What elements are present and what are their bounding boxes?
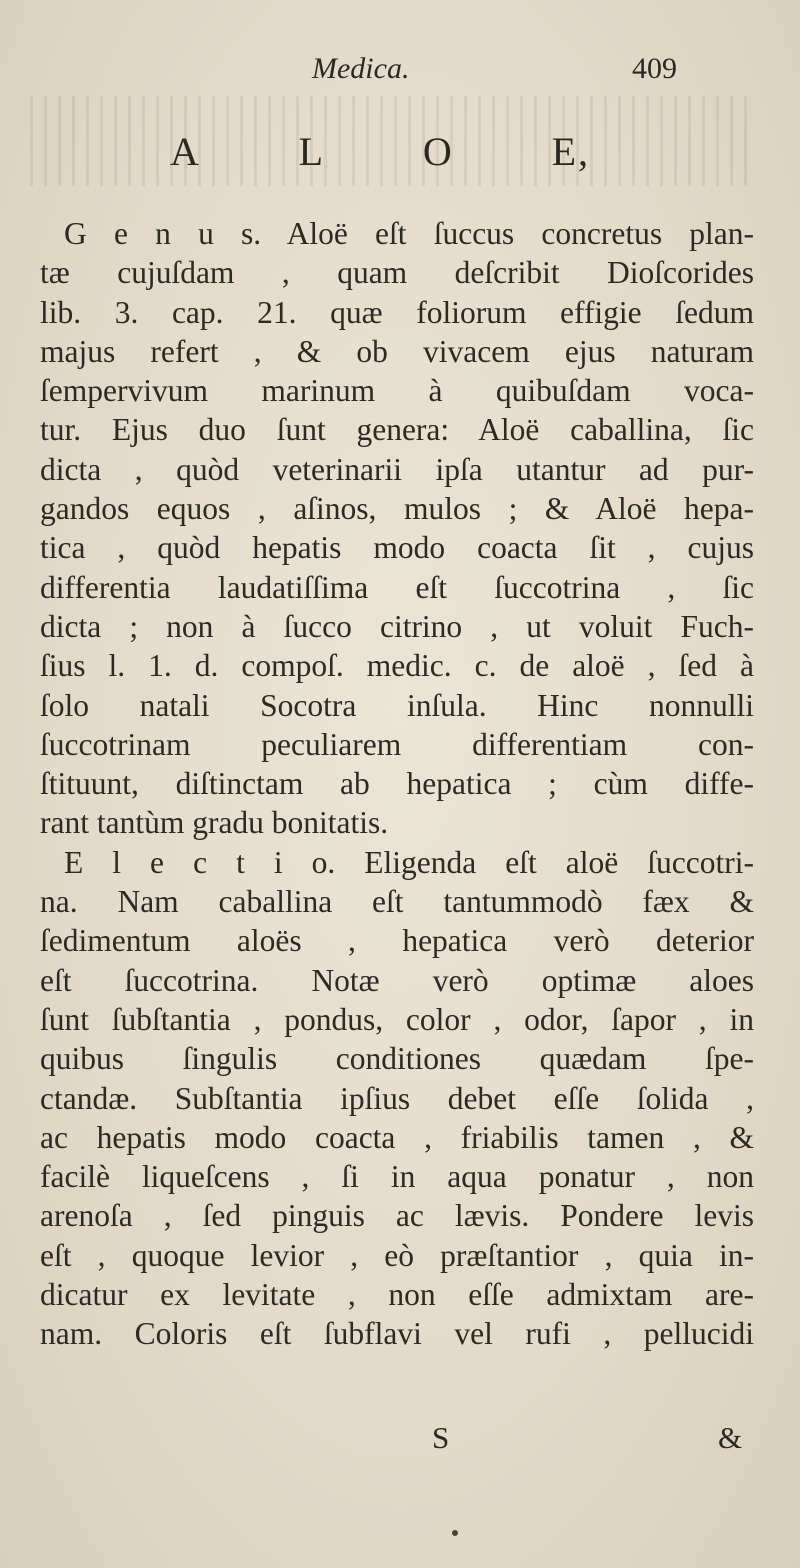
text-line: nam. Coloris eſt ſubflavi vel rufi , pellucidi bbox=[40, 1316, 754, 1352]
section-title bbox=[170, 128, 590, 175]
text-line: G e n u s. Aloë eſt ſuccus concretus plan- bbox=[64, 216, 754, 251]
body-text bbox=[40, 214, 754, 1354]
text-line: ſedimentum aloës , hepatica verò deterior bbox=[40, 923, 754, 959]
text-line: majus refert , & ob vivacem ejus naturam bbox=[40, 333, 754, 369]
text-line: tæ cujuſdam , quam deſcribit Dioſcorides bbox=[40, 255, 754, 291]
text-line: ctandæ. Subſtantia ipſius debet eſſe ſolida , bbox=[40, 1080, 754, 1116]
text-line: ſolo natali Socotra inſula. Hinc nonnulli bbox=[40, 687, 754, 723]
text-line: lib. 3. cap. 21. quæ foliorum effigie ſedum bbox=[40, 294, 754, 330]
text-line: quibus ſingulis conditiones quædam ſpe- bbox=[40, 1041, 754, 1077]
text-line: ſtituunt, diſtinctam ab hepatica ; cùm diffe- bbox=[40, 766, 754, 802]
title-letter: E, bbox=[551, 129, 590, 174]
page-number: 409 bbox=[632, 52, 677, 85]
title-letter: O bbox=[422, 129, 454, 174]
text-line: gandos equos , aſinos, mulos ; & Aloë hepa- bbox=[40, 491, 754, 527]
text-line: ſuccotrinam peculiarem differentiam con- bbox=[40, 726, 754, 762]
text-line: ſius l. 1. d. compoſ. medic. c. de aloë , ſed à bbox=[40, 648, 754, 684]
paper-speck bbox=[452, 1530, 458, 1536]
text-line: eſt ſuccotrina. Notæ verò optimæ aloes bbox=[40, 962, 754, 998]
text-line: dicatur ex levitate , non eſſe admixtam are- bbox=[40, 1277, 754, 1313]
text-line: na. Nam caballina eſt tantummodò fæx & bbox=[40, 884, 754, 920]
text-line: ſempervivum marinum à quibuſdam voca- bbox=[40, 373, 754, 409]
text-line: arenoſa , ſed pinguis ac lævis. Pondere levis bbox=[40, 1198, 754, 1234]
text-line: dicta ; non à ſucco citrino , ut voluit Fuch- bbox=[40, 608, 754, 644]
running-head: Medica. bbox=[312, 52, 410, 85]
catchword: & bbox=[718, 1420, 743, 1455]
text-line: tica , quòd hepatis modo coacta ſit , cujus bbox=[40, 530, 754, 566]
text-line: tur. Ejus duo ſunt genera: Aloë caballina, ſic bbox=[40, 412, 754, 448]
title-letter: A bbox=[170, 129, 201, 174]
text-line: dicta , quòd veterinarii ipſa utantur ad pur- bbox=[40, 451, 754, 487]
text-line: ac hepatis modo coacta , friabilis tamen , & bbox=[40, 1119, 754, 1155]
signature-mark: S bbox=[432, 1420, 450, 1455]
text-line: E l e c t i o. Eligenda eſt aloë ſuccotri- bbox=[64, 844, 754, 880]
page-header bbox=[0, 52, 800, 92]
text-line: facilè liqueſcens , ſi in aqua ponatur , non bbox=[40, 1159, 754, 1195]
text-line: ſunt ſubſtantia , pondus, color , odor, ſapor , in bbox=[40, 1001, 754, 1037]
text-line: differentia laudatiſſima eſt ſuccotrina , ſic bbox=[40, 569, 754, 605]
text-line: rant tantùm gradu bonitatis. bbox=[40, 805, 389, 841]
title-letter: L bbox=[298, 129, 326, 174]
text-line: eſt , quoque levior , eò præſtantior , quia in- bbox=[40, 1237, 754, 1273]
page-footer bbox=[0, 1420, 800, 1460]
